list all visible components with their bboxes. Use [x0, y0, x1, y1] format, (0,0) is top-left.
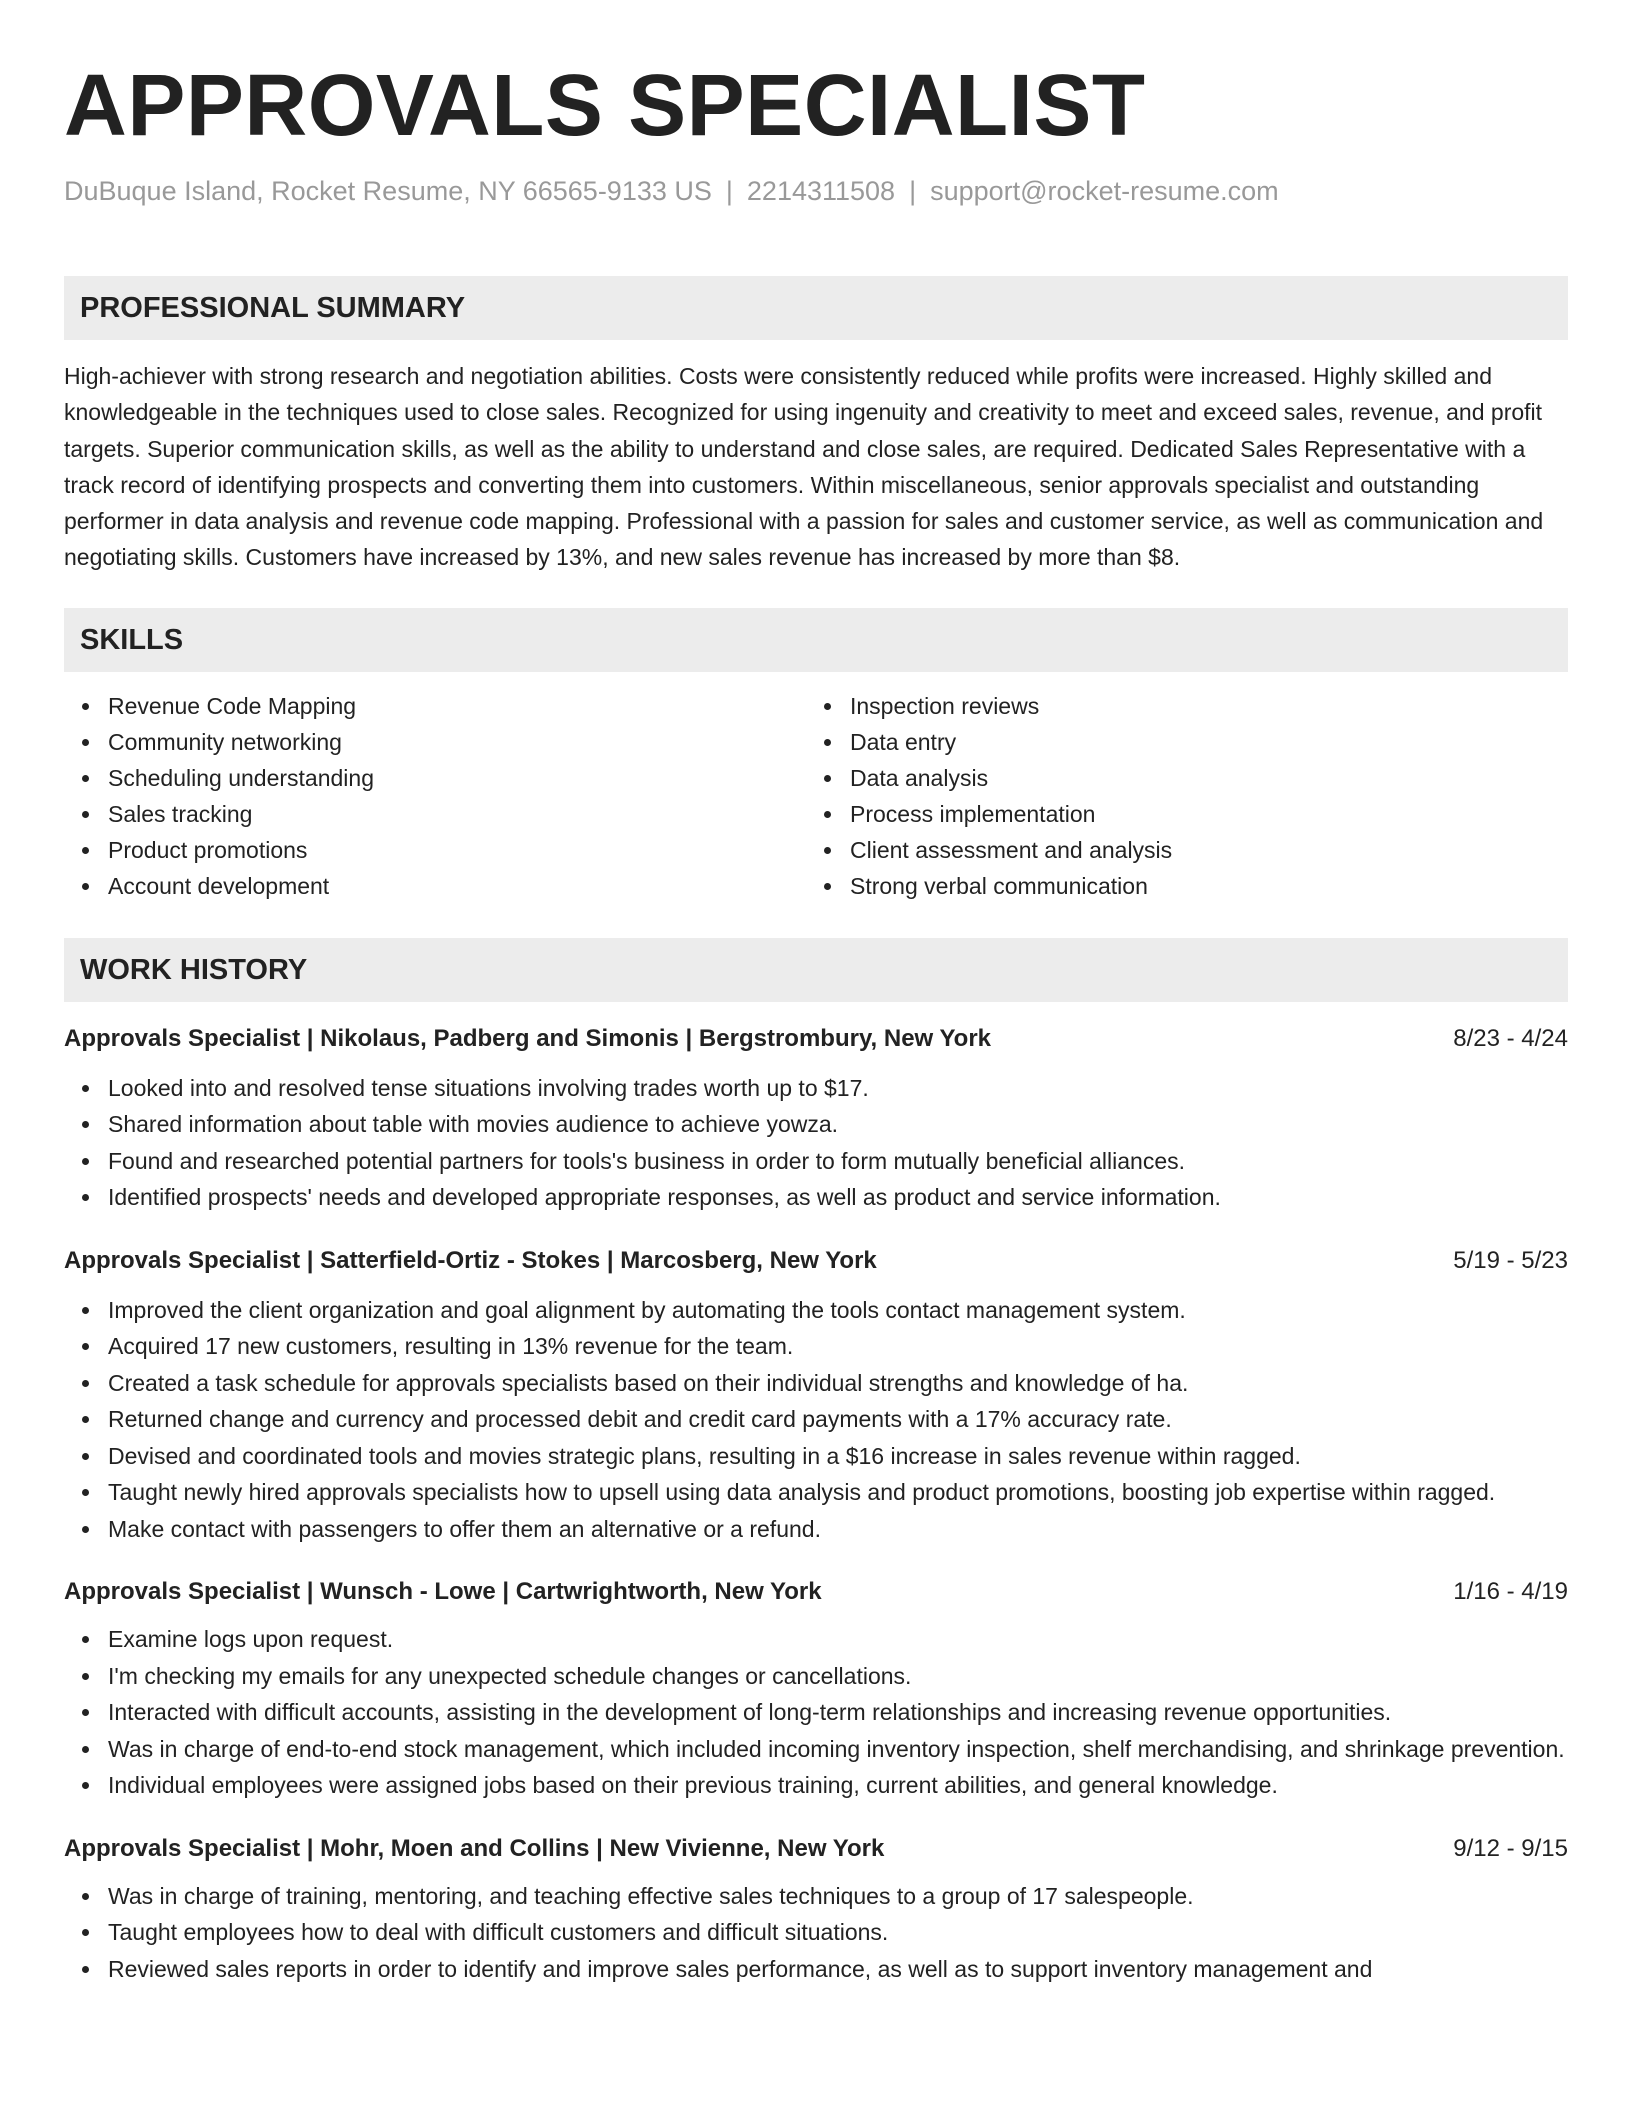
duty-item: Was in charge of training, mentoring, and teaching effective sales techniques to a group of 17 salespeople. [108, 1878, 1568, 1915]
duty-item: Found and researched potential partners for tools's business in order to form mutually beneficial alliances. [108, 1143, 1568, 1180]
section-header-work-history: WORK HISTORY [64, 938, 1568, 1002]
duty-item: Examine logs upon request. [108, 1621, 1568, 1658]
job-duties [64, 1070, 1568, 1216]
duty-item: Interacted with difficult accounts, assisting in the development of long-term relationships and increasing revenue opportunities. [108, 1694, 1568, 1731]
job-dates: 8/23 - 4/24 [1453, 1024, 1568, 1052]
job-header [64, 1575, 1568, 1609]
job-title: Approvals Specialist | Satterfield-Ortiz - Stokes | Marcosberg, New York [64, 1246, 877, 1274]
resume-name: APPROVALS SPECIALIST [64, 57, 1146, 154]
contact-email[interactable]: support@rocket-resume.com [930, 176, 1279, 206]
job-header [64, 1832, 1568, 1866]
job-duties [64, 1621, 1568, 1804]
resume-page [64, 0, 1568, 1987]
skill-item: Scheduling understanding [108, 760, 806, 796]
skill-item: Inspection reviews [850, 688, 1548, 724]
job-entry [64, 1022, 1568, 1216]
skill-item: Revenue Code Mapping [108, 688, 806, 724]
duty-item: Individual employees were assigned jobs based on their previous training, current abilities, and general knowledge. [108, 1767, 1568, 1804]
contact-separator: | [909, 176, 917, 206]
job-entry [64, 1575, 1568, 1804]
contact-address: DuBuque Island, Rocket Resume, NY 66565-9133 US [64, 176, 712, 206]
job-dates: 9/12 - 9/15 [1453, 1834, 1568, 1862]
duty-item: Make contact with passengers to offer them an alternative or a refund. [108, 1511, 1568, 1548]
skill-item: Product promotions [108, 832, 806, 868]
job-dates: 1/16 - 4/19 [1453, 1578, 1568, 1606]
contact-separator: | [725, 176, 733, 206]
section-header-skills: SKILLS [64, 608, 1568, 672]
duty-item: Taught employees how to deal with difficult customers and difficult situations. [108, 1914, 1568, 1951]
contact-phone: 2214311508 [746, 176, 896, 206]
job-header [64, 1022, 1568, 1056]
skill-item: Client assessment and analysis [850, 832, 1548, 868]
duty-item: I'm checking my emails for any unexpected schedule changes or cancellations. [108, 1658, 1568, 1695]
job-duties [64, 1878, 1568, 1988]
skills-column-left [64, 688, 806, 904]
job-title: Approvals Specialist | Wunsch - Lowe | Cartwrightworth, New York [64, 1578, 822, 1606]
job-header [64, 1244, 1568, 1278]
duty-item: Acquired 17 new customers, resulting in 13% revenue for the team. [108, 1328, 1568, 1365]
skill-item: Sales tracking [108, 796, 806, 832]
skill-item: Data entry [850, 724, 1548, 760]
duty-item: Looked into and resolved tense situations involving trades worth up to $17. [108, 1070, 1568, 1107]
job-title: Approvals Specialist | Nikolaus, Padberg and Simonis | Bergstrombury, New York [64, 1024, 992, 1052]
duty-item: Reviewed sales reports in order to identify and improve sales performance, as well as to support inventory management and [108, 1951, 1568, 1988]
summary-text: High-achiever with strong research and negotiation abilities. Costs were consistently reduced while profits were increased. Highly skilled and knowledgeable in the techniques used to close sales. Recognized for using ingenuity and creativity to meet and exceed sales, revenue, and profit targets. Superior communication skills, as well as the ability to understand and close sales, are required. Dedicated Sales Representative with a track record of identifying prospects and converting them into customers. Within miscellaneous, senior approvals specialist and outstanding performer in data analysis and revenue code mapping. Professional with a passion for sales and customer service, as well as communication and negotiating skills. Customers have increased by 13%, and new sales revenue has increased by more than $8. [64, 363, 1544, 571]
section-header-summary: PROFESSIONAL SUMMARY [64, 276, 1568, 340]
contact-line [64, 174, 1568, 208]
skill-item: Data analysis [850, 760, 1548, 796]
job-dates: 5/19 - 5/23 [1453, 1246, 1568, 1274]
skill-item: Community networking [108, 724, 806, 760]
duty-item: Improved the client organization and goal alignment by automating the tools contact management system. [108, 1292, 1568, 1329]
skill-item: Account development [108, 868, 806, 904]
skills-grid [64, 688, 1568, 904]
job-entry [64, 1832, 1568, 1988]
duty-item: Devised and coordinated tools and movies strategic plans, resulting in a $16 increase in sales revenue within ragged. [108, 1438, 1568, 1475]
job-duties [64, 1292, 1568, 1548]
duty-item: Returned change and currency and processed debit and credit card payments with a 17% accuracy rate. [108, 1401, 1568, 1438]
duty-item: Identified prospects' needs and developed appropriate responses, as well as product and service information. [108, 1179, 1568, 1216]
job-title: Approvals Specialist | Mohr, Moen and Collins | New Vivienne, New York [64, 1834, 885, 1862]
job-entry [64, 1244, 1568, 1548]
skill-item: Strong verbal communication [850, 868, 1548, 904]
duty-item: Shared information about table with movies audience to achieve yowza. [108, 1106, 1568, 1143]
duty-item: Created a task schedule for approvals specialists based on their individual strengths and knowledge of ha. [108, 1365, 1568, 1402]
skill-item: Process implementation [850, 796, 1548, 832]
duty-item: Taught newly hired approvals specialists how to upsell using data analysis and product promotions, boosting job expertise within ragged. [108, 1474, 1568, 1511]
skills-column-right [806, 688, 1548, 904]
duty-item: Was in charge of end-to-end stock management, which included incoming inventory inspection, shelf merchandising, and shrinkage prevention. [108, 1731, 1568, 1768]
